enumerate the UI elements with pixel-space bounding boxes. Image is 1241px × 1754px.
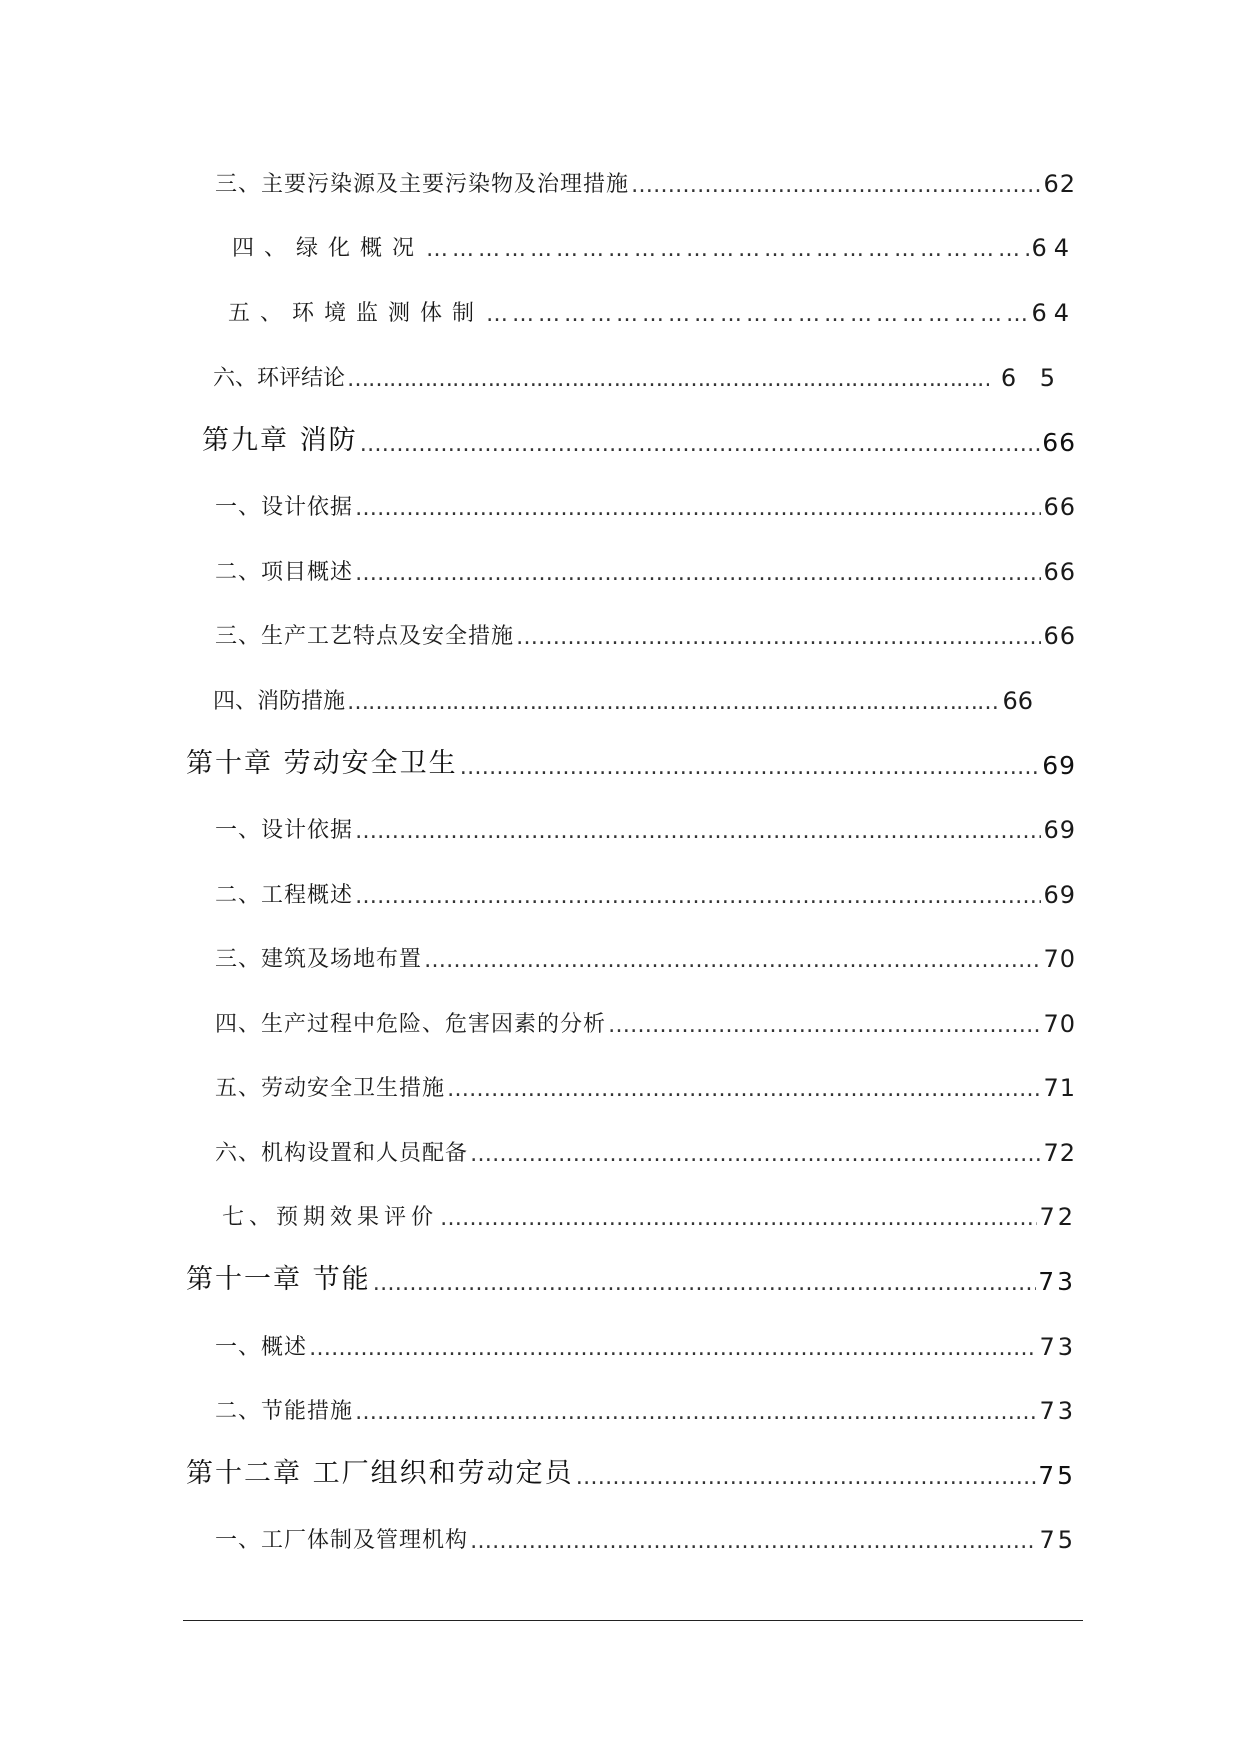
toc-chapter-entry [0, 740, 1076, 780]
toc-chapter-title: 第十一章 节能 [186, 1264, 371, 1295]
toc-entry-page: 72 [1039, 1203, 1076, 1231]
toc-entry-page: 71 [1043, 1074, 1076, 1102]
toc-leader-dots [470, 1142, 1041, 1167]
toc-entry-title: 四、绿化概况 [232, 236, 425, 261]
toc-entry [0, 1127, 1076, 1167]
toc-entry-title: 二、节能措施 [215, 1399, 354, 1424]
toc-leader-dots [447, 1077, 1041, 1102]
toc-leader-dots [355, 884, 1041, 909]
toc-entry-page: 69 [1043, 816, 1076, 844]
toc-entry-title: 一、设计依据 [215, 495, 354, 520]
toc-entry-title: 一、工厂体制及管理机构 [215, 1528, 469, 1553]
toc-entry-page: 62 [1043, 170, 1076, 198]
toc-leader-dots [309, 1336, 1037, 1361]
toc-entry [0, 1062, 1076, 1102]
toc-entry [0, 481, 1076, 521]
toc-entry-page: 73 [1039, 1397, 1076, 1425]
toc-entry-title: 三、生产工艺特点及安全措施 [215, 624, 515, 649]
toc-entry [0, 546, 1076, 586]
toc-leader-dots [576, 1465, 1037, 1490]
toc-entry-title: 四、生产过程中危险、危害因素的分析 [215, 1012, 607, 1037]
toc-entry [0, 998, 1076, 1038]
toc-leader-dots [355, 1400, 1037, 1425]
toc-entry-page: 6 5 [1000, 364, 1063, 392]
toc-entry [0, 1321, 1076, 1361]
toc-entry-title: 四、消防措施 [213, 689, 346, 714]
toc-entry [0, 675, 1033, 715]
toc-entry [0, 1191, 1076, 1231]
toc-leader-dots [486, 302, 1029, 327]
toc-entry [0, 287, 1076, 327]
toc-entry [0, 222, 1076, 262]
toc-entry-page: 70 [1043, 945, 1076, 973]
toc-entry [0, 1385, 1076, 1425]
toc-entry-title: 五、环境监测体制 [228, 301, 485, 326]
toc-leader-dots [470, 1529, 1037, 1554]
toc-entry [0, 1514, 1076, 1554]
toc-chapter-page: 66 [1042, 428, 1076, 457]
toc-chapter-title: 第十章 劳动安全卫生 [186, 748, 458, 779]
toc-leader-dots [460, 755, 1041, 780]
toc-entry-title: 六、环评结论 [213, 366, 346, 391]
toc-entry [0, 804, 1076, 844]
toc-leader-dots [355, 496, 1041, 521]
toc-entry-title: 七、预期效果评价 [222, 1205, 439, 1230]
toc-entry-title: 三、建筑及场地布置 [215, 947, 423, 972]
toc-entry-page: 64 [1031, 234, 1076, 262]
toc-entry-title: 二、工程概述 [215, 883, 354, 908]
toc-leader-dots [355, 561, 1041, 586]
toc-entry [0, 933, 1076, 973]
toc-entry [0, 610, 1076, 650]
toc-entry-page: 72 [1043, 1139, 1076, 1167]
toc-entry-page: 75 [1039, 1526, 1076, 1554]
toc-entry-page: 73 [1039, 1333, 1076, 1361]
toc-entry-title: 三、主要污染源及主要污染物及治理措施 [215, 172, 630, 197]
toc-leader-dots [373, 1271, 1037, 1296]
toc-entry-page: 69 [1043, 881, 1076, 909]
toc-entry-title: 二、项目概述 [215, 560, 354, 585]
toc-chapter-page: 75 [1038, 1461, 1076, 1490]
toc-leader-dots [440, 1206, 1037, 1231]
toc-chapter-title: 第九章 消防 [202, 425, 358, 456]
toc-leader-dots [347, 690, 1000, 715]
toc-entry [0, 869, 1076, 909]
toc-entry-page: 64 [1031, 299, 1076, 327]
toc-chapter-entry [0, 1256, 1076, 1296]
footer-divider [183, 1620, 1083, 1621]
toc-leader-dots [424, 948, 1041, 973]
toc-chapter-page: 69 [1042, 751, 1076, 780]
toc-entry-title: 六、机构设置和人员配备 [215, 1141, 469, 1166]
toc-entry-page: 66 [1043, 493, 1076, 521]
toc-leader-dots [426, 237, 1029, 262]
toc-entry-page: 66 [1002, 687, 1033, 715]
toc-chapter-page: 73 [1038, 1267, 1076, 1296]
toc-entry-title: 一、设计依据 [215, 818, 354, 843]
toc-leader-dots [347, 367, 989, 392]
toc-entry-title: 五、劳动安全卫生措施 [215, 1076, 446, 1101]
toc-chapter-entry [0, 417, 1076, 457]
toc-leader-dots [360, 432, 1041, 457]
toc-leader-dots [631, 173, 1041, 198]
toc-entry-page: 70 [1043, 1010, 1076, 1038]
toc-entry-title: 一、概述 [215, 1335, 308, 1360]
toc-entry [0, 158, 1076, 198]
toc-entry [0, 352, 1063, 392]
toc-entry-page: 66 [1043, 558, 1076, 586]
toc-leader-dots [516, 625, 1041, 650]
toc-leader-dots [608, 1013, 1041, 1038]
toc-chapter-entry [0, 1450, 1076, 1490]
toc-entry-page: 66 [1043, 622, 1076, 650]
toc-chapter-title: 第十二章 工厂组织和劳动定员 [186, 1458, 574, 1489]
toc-leader-dots [355, 819, 1041, 844]
